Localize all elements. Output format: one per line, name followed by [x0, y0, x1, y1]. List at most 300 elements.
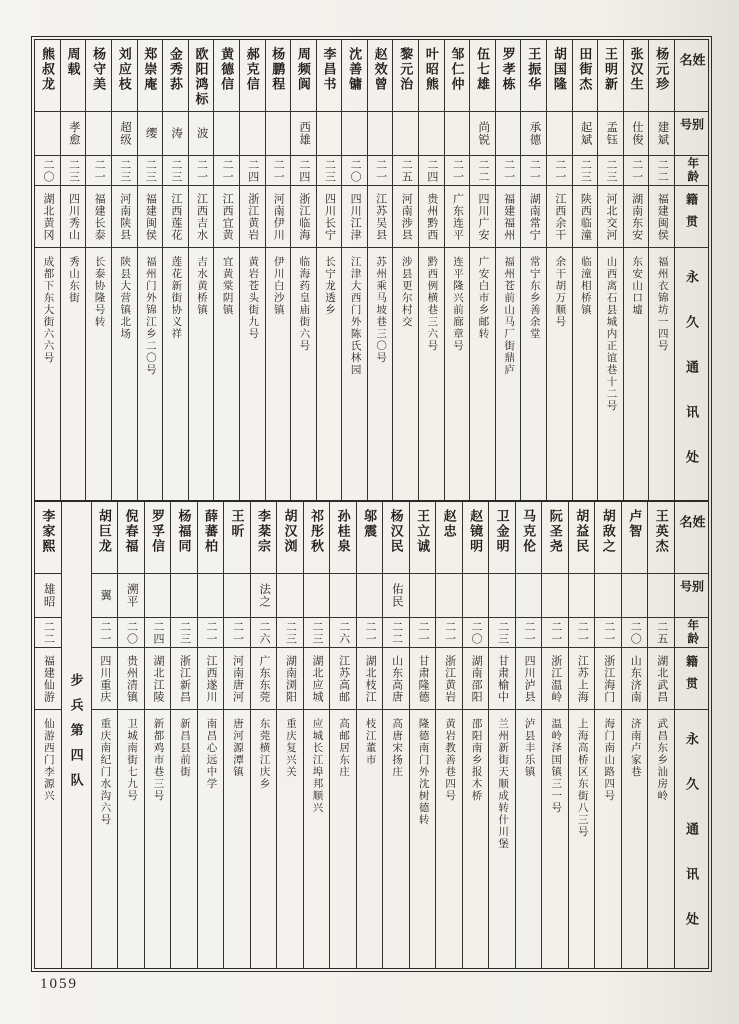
person-entry [462, 502, 489, 968]
person-native: 山东高唐 [383, 648, 409, 710]
person-native: 福建闽侯 [649, 186, 674, 248]
person-alias [171, 574, 197, 618]
person-address: 临海药皇庙街六号 [298, 256, 310, 352]
person-alias [463, 574, 489, 618]
person-native: 浙江临海 [291, 186, 316, 248]
person-age: 二四 [145, 618, 171, 648]
person-name: 黄德信 [214, 40, 239, 112]
person-entry [541, 502, 568, 968]
person-native: 河南伊川 [266, 186, 291, 248]
person-name: 郝克信 [240, 40, 265, 112]
person-native: 河南涉县 [393, 186, 418, 248]
person-name: 卫金明 [489, 502, 515, 574]
registry-table-top [35, 40, 708, 502]
person-name: 王立诚 [410, 502, 436, 574]
column-header-native: 籍贯 [675, 648, 708, 710]
person-alias [516, 574, 542, 618]
person-name: 邹仁仲 [445, 40, 470, 112]
person-native: 福建仙游 [35, 648, 61, 710]
person-alias [542, 574, 568, 618]
unit-name-label: 步兵第四队 [68, 672, 84, 798]
person-entry [303, 502, 330, 968]
person-entry [597, 40, 623, 500]
person-alias [277, 574, 303, 618]
person-native: 四川长宁 [317, 186, 342, 248]
person-name: 叶昭熊 [419, 40, 444, 112]
person-entry [515, 502, 542, 968]
person-name: 倪春福 [118, 502, 144, 574]
person-age: 二二 [35, 618, 61, 648]
person-entry [418, 40, 444, 500]
person-address: 高唐宋扬庄 [391, 718, 403, 778]
person-age: 二四 [419, 156, 444, 186]
person-entry [356, 502, 383, 968]
person-address: 温岭泽国镇三一号 [550, 718, 562, 814]
person-address: 福州门外锦江乡二〇号 [144, 256, 156, 376]
person-entry [111, 40, 137, 500]
person-alias [198, 574, 224, 618]
person-address: 黔西例横巷三六号 [426, 256, 438, 352]
person-name: 欧阳鸿标 [189, 40, 214, 112]
person-alias [445, 112, 470, 156]
person-address: 长泰协隆号转 [93, 256, 105, 328]
person-address: 邵阳南乡报木桥 [470, 718, 482, 802]
person-entry [290, 40, 316, 500]
person-entry [265, 40, 291, 500]
person-age: 二三 [598, 156, 623, 186]
person-entry [60, 40, 86, 500]
person-alias [224, 574, 250, 618]
person-entry [170, 502, 197, 968]
person-address: 常宁东乡善余堂 [528, 256, 540, 340]
person-name: 熊叔龙 [35, 40, 60, 112]
column-headers [674, 40, 708, 500]
person-age: 二〇 [622, 618, 648, 648]
person-name: 周载 [61, 40, 86, 112]
person-name: 田街杰 [573, 40, 598, 112]
person-alias [547, 112, 572, 156]
person-alias [342, 112, 367, 156]
person-address: 新昌县前街 [178, 718, 190, 778]
person-age: 二五 [648, 618, 674, 648]
person-alias: 溯平 [118, 574, 144, 618]
person-name: 周频阆 [291, 40, 316, 112]
person-address: 山西离石县城内正谊巷十二号 [605, 256, 617, 412]
person-address: 秀山东街 [68, 256, 80, 304]
person-alias [240, 112, 265, 156]
column-header-name: 姓名 [675, 502, 708, 574]
person-address: 福州衣锦坊一四号 [656, 256, 668, 352]
person-address: 高邮居东庄 [338, 718, 350, 778]
person-age: 二一 [357, 618, 383, 648]
person-entry [223, 502, 250, 968]
person-native: 河南唐河 [224, 648, 250, 710]
person-entry [382, 502, 409, 968]
person-alias: 孝愈 [61, 112, 86, 156]
person-alias [595, 574, 621, 618]
person-name: 刘应枝 [112, 40, 137, 112]
person-age: 二〇 [35, 156, 60, 186]
person-name: 金秀荪 [163, 40, 188, 112]
person-alias: 法之 [251, 574, 277, 618]
person-address: 卫城南街七九号 [125, 718, 137, 802]
person-alias [214, 112, 239, 156]
person-native: 浙江黄岩 [436, 648, 462, 710]
person-name: 张汉生 [624, 40, 649, 112]
person-native: 湖南邵阳 [463, 648, 489, 710]
person-age: 二〇 [118, 618, 144, 648]
person-address: 长宁龙透乡 [323, 256, 335, 316]
person-alias [496, 112, 521, 156]
person-address: 武昌东乡汕房岭 [656, 718, 668, 802]
person-address: 海门南山路四号 [603, 718, 615, 802]
person-alias: 缨 [138, 112, 163, 156]
person-native: 江苏高邮 [330, 648, 356, 710]
person-name: 邬震 [357, 502, 383, 574]
person-alias [330, 574, 356, 618]
person-name: 郑崇庵 [138, 40, 163, 112]
person-age: 二三 [163, 156, 188, 186]
person-address: 东莞横江庆乡 [258, 718, 270, 790]
person-native: 湖南浏阳 [277, 648, 303, 710]
person-entry [520, 40, 546, 500]
person-name: 胡汉浏 [277, 502, 303, 574]
person-entry [35, 502, 61, 968]
person-native: 四川广安 [470, 186, 495, 248]
person-age: 二一 [445, 156, 470, 186]
person-age: 二一 [569, 618, 595, 648]
person-alias: 孟钰 [598, 112, 623, 156]
person-entry [85, 40, 111, 500]
person-age: 二一 [521, 156, 546, 186]
person-name: 赵效曾 [368, 40, 393, 112]
person-alias [357, 574, 383, 618]
person-entry [568, 502, 595, 968]
person-age: 二二 [383, 618, 409, 648]
person-age: 二一 [547, 156, 572, 186]
person-native: 甘肃隆德 [410, 648, 436, 710]
person-name: 杨元珍 [649, 40, 674, 112]
person-age: 二〇 [463, 618, 489, 648]
person-address: 江津大西门外陈氏林园 [349, 256, 361, 376]
person-native: 河北交河 [598, 186, 623, 248]
person-age: 二三 [317, 156, 342, 186]
person-age: 二一 [368, 156, 393, 186]
person-address: 黄岩教善巷四号 [444, 718, 456, 802]
person-age: 二一 [92, 618, 118, 648]
page-number: 1059 [40, 976, 78, 992]
person-entry [392, 40, 418, 500]
person-native: 湖南东安 [624, 186, 649, 248]
person-age: 二三 [573, 156, 598, 186]
person-entry [594, 502, 621, 968]
person-address: 余干胡万顺号 [554, 256, 566, 328]
person-entry [546, 40, 572, 500]
person-alias: 承德 [521, 112, 546, 156]
person-name: 胡国隆 [547, 40, 572, 112]
person-native: 江西遂川 [198, 648, 224, 710]
person-native: 江苏上海 [569, 648, 595, 710]
column-header-age: 年龄 [675, 156, 708, 186]
person-address: 济南卢家巷 [629, 718, 641, 778]
person-native: 浙江新昌 [171, 648, 197, 710]
person-address: 伊川白沙镇 [272, 256, 284, 316]
person-entry [488, 502, 515, 968]
person-native: 河南陕县 [112, 186, 137, 248]
person-alias: 佑民 [383, 574, 409, 618]
person-age: 二五 [393, 156, 418, 186]
person-native: 湖南常宁 [521, 186, 546, 248]
registry-frame [31, 36, 712, 972]
person-name: 孙桂泉 [330, 502, 356, 574]
person-alias [317, 112, 342, 156]
person-entry [329, 502, 356, 968]
person-entry [250, 502, 277, 968]
person-address: 唐河源潭镇 [232, 718, 243, 778]
person-entry [162, 40, 188, 500]
person-entry [276, 502, 303, 968]
person-address: 新都鸡市巷三号 [152, 718, 164, 802]
person-entry [623, 40, 649, 500]
person-native: 江西莲花 [163, 186, 188, 248]
person-age: 二一 [266, 156, 291, 186]
person-address: 广安白市乡邮转 [477, 256, 489, 340]
person-native: 江西余干 [547, 186, 572, 248]
person-native: 四川重庆 [92, 648, 118, 710]
person-age: 二六 [251, 618, 277, 648]
person-alias: 涛 [163, 112, 188, 156]
person-entry [435, 502, 462, 968]
person-name: 杨汉民 [383, 502, 409, 574]
person-entry [188, 40, 214, 500]
person-native: 甘肃榆中 [489, 648, 515, 710]
person-entry [239, 40, 265, 500]
person-age: 二一 [542, 618, 568, 648]
column-header-age: 年龄 [675, 618, 708, 648]
person-entry [367, 40, 393, 500]
person-address: 应城长江埠邦顺兴 [311, 718, 323, 814]
person-name: 卢智 [622, 502, 648, 574]
person-age: 二一 [436, 618, 462, 648]
person-alias: 仕俊 [624, 112, 649, 156]
person-native: 浙江黄岩 [240, 186, 265, 248]
person-age: 二〇 [342, 156, 367, 186]
person-name: 胡益民 [569, 502, 595, 574]
person-name: 马克伦 [516, 502, 542, 574]
person-age: 二一 [410, 618, 436, 648]
person-address: 南昌心远中学 [205, 718, 217, 790]
person-entry [572, 40, 598, 500]
person-native: 福建福州 [496, 186, 521, 248]
person-age: 二三 [304, 618, 330, 648]
person-name: 杨守美 [86, 40, 111, 112]
person-entry [91, 502, 118, 968]
person-alias: 建斌 [649, 112, 674, 156]
person-address: 福州苍前山马厂街鼎庐 [503, 256, 515, 376]
person-alias [419, 112, 444, 156]
person-entry [409, 502, 436, 968]
person-age: 二一 [516, 618, 542, 648]
person-alias: 西雄 [291, 112, 316, 156]
person-age: 二一 [214, 156, 239, 186]
person-name: 罗孝栋 [496, 40, 521, 112]
person-alias [569, 574, 595, 618]
person-native: 湖北江陵 [145, 648, 171, 710]
person-entry [647, 502, 674, 968]
person-native: 贵州黔西 [419, 186, 444, 248]
column-header-name: 姓名 [675, 40, 708, 112]
person-address: 泸县丰乐镇 [523, 718, 535, 778]
person-name: 李昌书 [317, 40, 342, 112]
person-native: 江苏吴县 [368, 186, 393, 248]
person-address: 隆德南门外沈树德转 [417, 718, 429, 826]
person-age: 二三 [277, 618, 303, 648]
person-native: 四川秀山 [61, 186, 86, 248]
column-headers [674, 502, 708, 968]
person-name: 薛蕃柏 [198, 502, 224, 574]
person-name: 王英杰 [648, 502, 674, 574]
person-alias [648, 574, 674, 618]
person-entry [316, 40, 342, 500]
person-entry [621, 502, 648, 968]
person-address: 苏州乘马坡巷三〇号 [375, 256, 387, 364]
person-address: 连平隆兴前廊章号 [451, 256, 463, 352]
person-address: 吉水黄桥镇 [196, 256, 208, 316]
person-address: 成都下东大街六六号 [42, 256, 54, 364]
column-header-address: 永久通讯处 [684, 732, 699, 957]
column-header-alias: 别号 [675, 112, 708, 156]
person-entry [137, 40, 163, 500]
person-entry [341, 40, 367, 500]
person-alias [410, 574, 436, 618]
unit-divider-column [61, 502, 91, 968]
person-address: 临潼相桥镇 [579, 256, 591, 316]
person-age: 二四 [291, 156, 316, 186]
person-native: 广东连平 [445, 186, 470, 248]
person-age: 二一 [595, 618, 621, 648]
person-age: 二一 [624, 156, 649, 186]
person-address: 东安山口墟 [631, 256, 643, 316]
person-age: 二四 [240, 156, 265, 186]
person-entry [213, 40, 239, 500]
person-name: 伍七雄 [470, 40, 495, 112]
person-native: 四川泸县 [516, 648, 542, 710]
person-age: 二一 [189, 156, 214, 186]
person-native: 浙江海门 [595, 648, 621, 710]
person-alias [266, 112, 291, 156]
person-alias: 翼 [92, 574, 118, 618]
person-age: 二二 [649, 156, 674, 186]
person-age: 二一 [496, 156, 521, 186]
person-name: 胡巨龙 [92, 502, 118, 574]
person-address: 枝江董市 [364, 718, 376, 766]
person-alias: 起斌 [573, 112, 598, 156]
person-entry [35, 40, 60, 500]
person-age: 二三 [489, 618, 515, 648]
person-age: 二三 [61, 156, 86, 186]
person-address: 莲花新街协义祥 [170, 256, 182, 340]
person-name: 罗孚信 [145, 502, 171, 574]
registry-table-bottom [35, 502, 708, 968]
person-address: 上海高桥区东街八三号 [576, 718, 588, 838]
person-native: 陕西临潼 [573, 186, 598, 248]
person-entry [495, 40, 521, 500]
person-name: 胡敌之 [595, 502, 621, 574]
person-entry [144, 502, 171, 968]
person-alias [304, 574, 330, 618]
column-header-alias: 别号 [675, 574, 708, 618]
person-age: 二一 [86, 156, 111, 186]
person-alias: 波 [189, 112, 214, 156]
person-alias: 超级 [112, 112, 137, 156]
person-native: 福建长泰 [86, 186, 111, 248]
person-name: 李家熙 [35, 502, 61, 574]
person-name: 赵镜明 [463, 502, 489, 574]
person-native: 山东济南 [622, 648, 648, 710]
person-entry [117, 502, 144, 968]
person-native: 广东东莞 [251, 648, 277, 710]
person-alias: 尚锐 [470, 112, 495, 156]
person-address: 宜黄棠阴镇 [221, 256, 233, 316]
person-native: 福建闽侯 [138, 186, 163, 248]
person-name: 王振华 [521, 40, 546, 112]
person-alias [622, 574, 648, 618]
person-name: 王明新 [598, 40, 623, 112]
person-entry [648, 40, 674, 500]
person-native: 湖北枝江 [357, 648, 383, 710]
column-header-address: 永久通讯处 [684, 270, 699, 495]
person-address: 重庆复兴关 [285, 718, 297, 778]
person-alias [489, 574, 515, 618]
person-age: 二一 [198, 618, 224, 648]
person-alias [393, 112, 418, 156]
column-header-native: 籍贯 [675, 186, 708, 248]
person-name: 李棻宗 [251, 502, 277, 574]
person-alias: 雄昭 [35, 574, 61, 618]
person-native: 湖北应城 [304, 648, 330, 710]
person-age: 二三 [112, 156, 137, 186]
person-native: 湖北黄冈 [35, 186, 60, 248]
person-age: 二三 [138, 156, 163, 186]
person-entry [197, 502, 224, 968]
person-address: 仙游西门李源兴 [42, 718, 54, 802]
person-alias [436, 574, 462, 618]
person-name: 阮圣尧 [542, 502, 568, 574]
person-alias [368, 112, 393, 156]
person-native: 四川江津 [342, 186, 367, 248]
person-native: 江西吉水 [189, 186, 214, 248]
person-native: 浙江温岭 [542, 648, 568, 710]
person-native: 湖北武昌 [648, 648, 674, 710]
person-name: 杨福同 [171, 502, 197, 574]
person-address: 兰州新街天顺成转什川堡 [497, 718, 509, 850]
person-entry [469, 40, 495, 500]
person-name: 赵忠 [436, 502, 462, 574]
person-age: 二三 [171, 618, 197, 648]
person-native: 贵州清镇 [118, 648, 144, 710]
person-name: 黎元治 [393, 40, 418, 112]
person-name: 杨鹏程 [266, 40, 291, 112]
person-address: 涉县更尔村交 [400, 256, 412, 328]
person-age: 二二 [470, 156, 495, 186]
person-address: 黄岩苍头街九号 [247, 256, 259, 340]
person-name: 祁彤秋 [304, 502, 330, 574]
person-address: 重庆南纪门水沟六号 [99, 718, 111, 826]
person-alias [86, 112, 111, 156]
person-name: 王昕 [224, 502, 250, 574]
person-entry [444, 40, 470, 500]
person-address: 陕县大营镇北场 [119, 256, 131, 340]
